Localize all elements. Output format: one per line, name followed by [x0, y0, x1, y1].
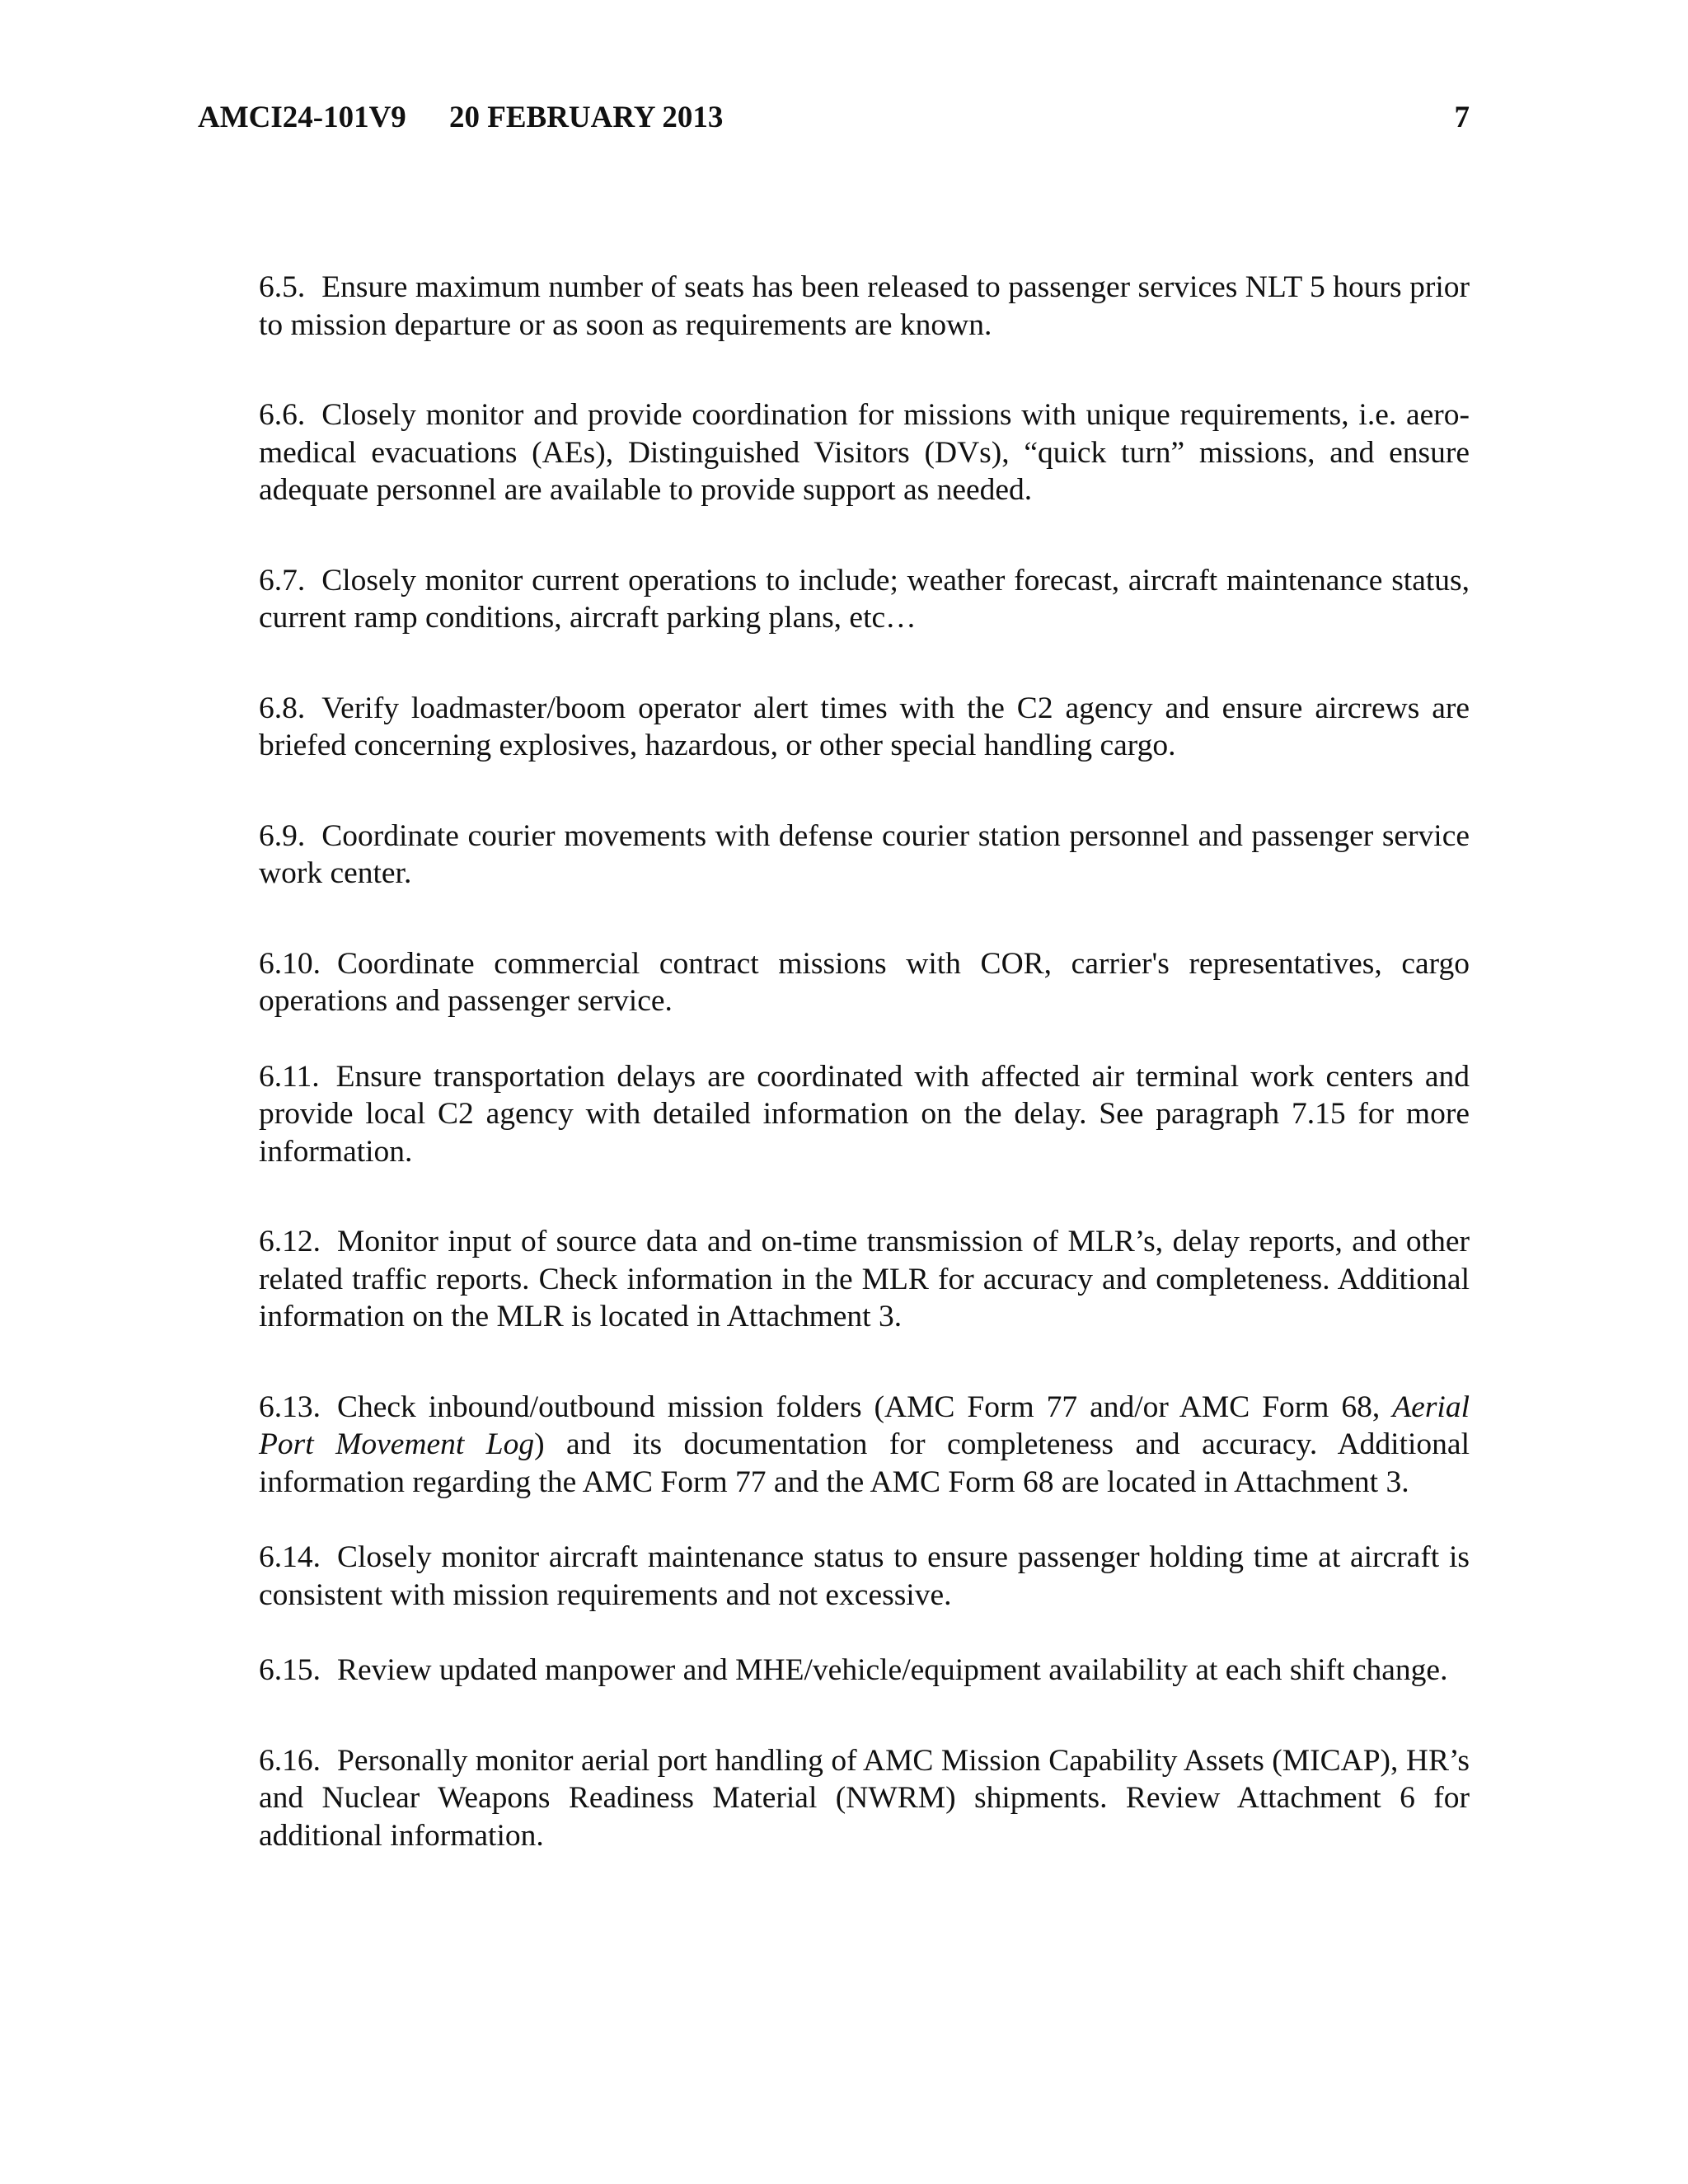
- paragraph-text: Closely monitor and provide coordination for missions with unique requirements, i.e. aero-medical evacuations (AEs), Distinguished Visitors (DVs), “quick turn” missions, and ensure adequate personnel are available to provide support as needed.: [259, 398, 1470, 507]
- paragraph-text: Review updated manpower and MHE/vehicle/equipment availability at each shift change.: [337, 1653, 1448, 1687]
- paragraph-text: Closely monitor current operations to include; weather forecast, aircraft maintenance status, current ramp conditions, aircraft parking plans, etc…: [259, 563, 1470, 635]
- paragraph-text: Verify loadmaster/boom operator alert times with the C2 agency and ensure aircrews are briefed concerning explosives, hazardous, or other special handling cargo.: [259, 691, 1470, 762]
- paragraph-number: 6.8.: [259, 691, 306, 725]
- paragraph-text: Coordinate courier movements with defense courier station personnel and passenger service work center.: [259, 818, 1470, 890]
- paragraph-number: 6.7.: [259, 563, 306, 598]
- paragraph-number: 6.13.: [259, 1390, 321, 1424]
- paragraph-6-16: [259, 1742, 1470, 1855]
- page-header: [198, 97, 1470, 138]
- paragraph-number: 6.12.: [259, 1225, 321, 1258]
- paragraph-6-9: [259, 818, 1470, 893]
- paragraph-6-11: [259, 1058, 1470, 1171]
- header-date: 20 FEBRUARY 2013: [449, 101, 724, 134]
- paragraph-number: 6.11.: [259, 1059, 320, 1094]
- header-doc-id: AMCI24-101V9: [198, 101, 406, 134]
- page-number: 7: [1454, 101, 1470, 134]
- paragraph-number: 6.14.: [259, 1540, 321, 1574]
- paragraph-text: Monitor input of source data and on-time transmission of MLR’s, delay reports, and other related traffic reports. Check information in the MLR for accuracy and completeness. Additional information on the MLR is located in Attachment 3.: [259, 1225, 1470, 1333]
- paragraph-number: 6.6.: [259, 398, 306, 432]
- paragraph-6-5: [259, 269, 1470, 344]
- paragraph-6-13: [259, 1389, 1470, 1502]
- document-body: [259, 269, 1470, 1854]
- paragraph-number: 6.16.: [259, 1743, 321, 1778]
- paragraph-number: 6.9.: [259, 818, 306, 853]
- paragraph-number: 6.15.: [259, 1653, 321, 1687]
- paragraph-text: Ensure maximum number of seats has been released to passenger services NLT 5 hours prior to mission departure or as soon as requirements are known.: [259, 270, 1470, 342]
- form-title-italic: Aerial Port Movement Log: [259, 1390, 1470, 1461]
- paragraph-6-14: [259, 1539, 1470, 1614]
- paragraph-6-12: [259, 1223, 1470, 1336]
- paragraph-text: Closely monitor aircraft maintenance status to ensure passenger holding time at aircraft is consistent with mission requirements and not excessive.: [259, 1540, 1470, 1612]
- paragraph-6-15: [259, 1652, 1470, 1690]
- paragraph-text-after: ) and its documentation for completeness and accuracy. Additional information regarding the AMC Form 77 and the AMC Form 68 are located in Attachment 3.: [259, 1427, 1470, 1499]
- paragraph-number: 6.5.: [259, 270, 306, 304]
- paragraph-text: Coordinate commercial contract missions with COR, carrier's representatives, cargo operations and passenger service.: [259, 946, 1470, 1018]
- paragraph-text: Personally monitor aerial port handling of AMC Mission Capability Assets (MICAP), HR’s and Nuclear Weapons Readiness Material (NWRM) shipments. Review Attachment 6 for additional information.: [259, 1743, 1470, 1853]
- paragraph-number: 6.10.: [259, 946, 321, 981]
- paragraph-6-8: [259, 690, 1470, 765]
- paragraph-6-6: [259, 396, 1470, 509]
- paragraph-text-before: Check inbound/outbound mission folders (AMC Form 77 and/or AMC Form 68,: [337, 1390, 1393, 1424]
- paragraph-text: Ensure transportation delays are coordinated with affected air terminal work centers and provide local C2 agency with detailed information on the delay. See paragraph 7.15 for more information.: [259, 1059, 1470, 1169]
- paragraph-6-7: [259, 562, 1470, 637]
- paragraph-6-10: [259, 945, 1470, 1020]
